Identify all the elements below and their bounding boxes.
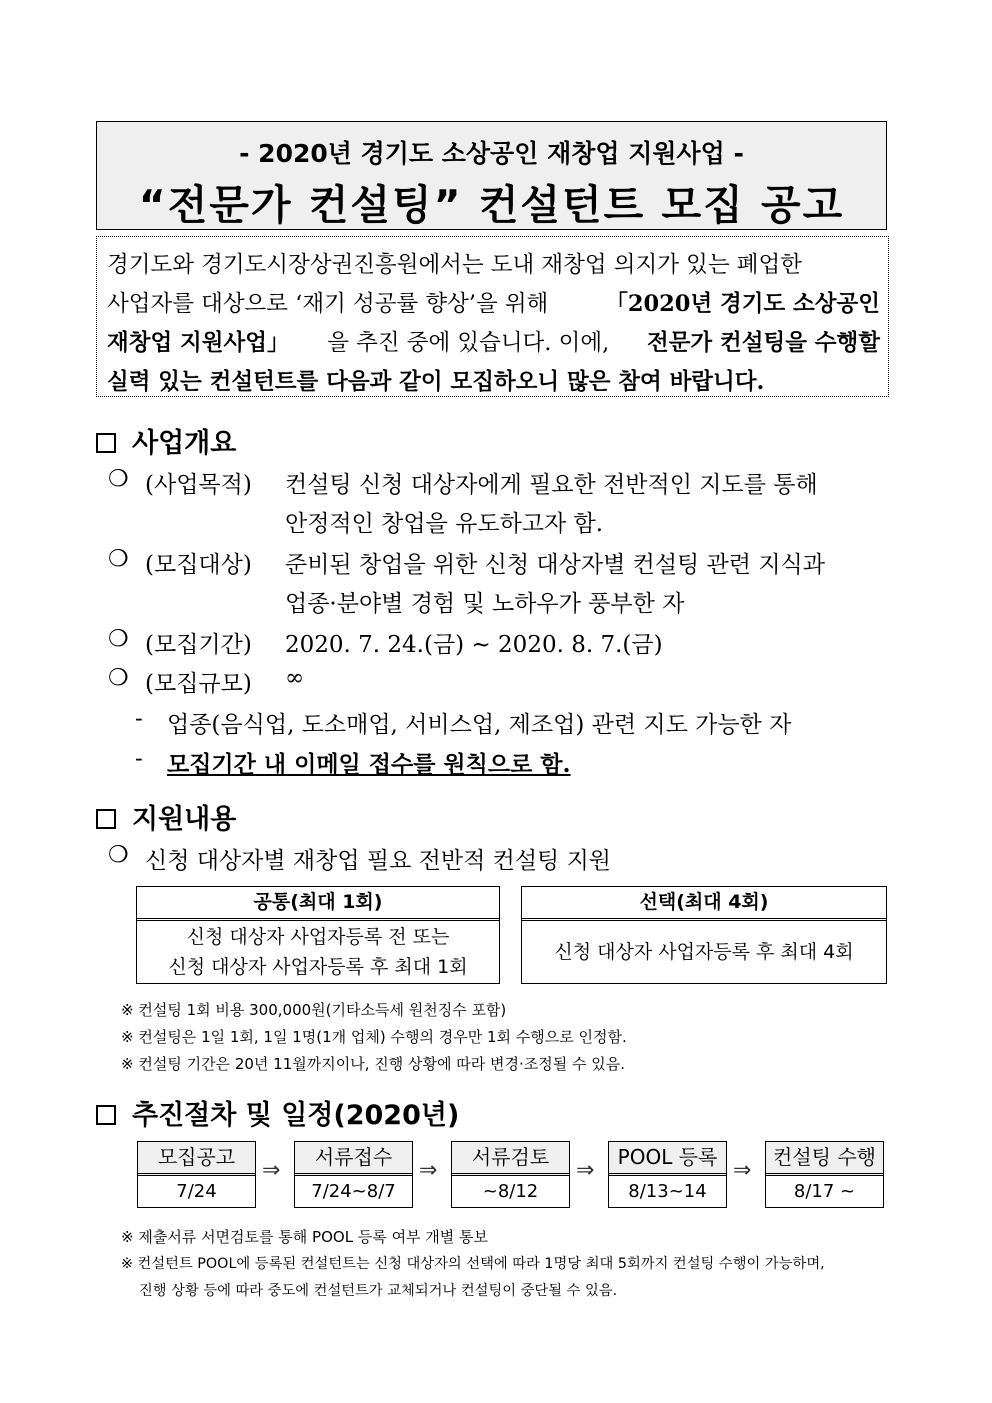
arrow-right-icon: ⇒ <box>419 1158 438 1183</box>
common-line: 신청 대상자 사업자등록 후 최대 1회 <box>168 956 468 978</box>
step-3 <box>451 1141 570 1208</box>
step-date: 8/13~14 <box>628 1181 707 1202</box>
bullet-icon: ❍ <box>108 546 129 572</box>
intro-bold: 전문가 컨설팅을 수행할 <box>646 330 880 356</box>
checkbox-square-icon <box>96 809 116 829</box>
title-main: “전문가 컨설팅” 컨설턴트 모집 공고 <box>138 181 845 229</box>
intro-text: 경기도와 경기도시장상권진흥원에서는 도내 재창업 의지가 있는 폐업한 <box>107 252 802 278</box>
purpose-text-1 <box>285 466 895 499</box>
checkbox-square-icon <box>96 433 116 453</box>
target-label: (모집대상) <box>145 552 252 578</box>
intro-line-2 <box>107 286 880 318</box>
section-heading-support <box>96 797 236 836</box>
note-period: ※ 컨설팅 기간은 20년 11월까지이나, 진행 상황에 따라 변경·조정될 수 있음. <box>121 1055 625 1073</box>
purpose-text-2: 안정적인 창업을 유도하고자 함. <box>285 511 604 537</box>
scale-value: ∞ <box>285 665 305 691</box>
intro-bold: 재창업 지원사업」 <box>107 330 290 356</box>
intro-box <box>96 236 889 397</box>
target-text-1: 준비된 창업을 위한 신청 대상자별 컨설팅 관련 지식과 <box>285 552 825 578</box>
note-per-day: ※ 컨설팅은 1일 1회, 1일 1명(1개 업체) 수행의 경우만 1회 수행으로 인정함. <box>121 1028 627 1046</box>
support-text: 신청 대상자별 재창업 필요 전반적 컨설팅 지원 <box>145 848 612 874</box>
step-title: 모집공고 <box>138 1142 255 1176</box>
period-label: (모집기간) <box>145 632 252 658</box>
checkbox-square-icon <box>96 1105 116 1125</box>
bullet-icon: ❍ <box>108 665 129 691</box>
note-pool-2: 진행 상황 등에 따라 중도에 컨설턴트가 교체되거나 컨설팅이 중단될 수 있음. <box>139 1283 618 1299</box>
common-table-header: 공통(최대 1회) <box>137 887 499 921</box>
step-2 <box>294 1141 413 1208</box>
step-title: 컨설팅 수행 <box>766 1142 883 1176</box>
arrow-right-icon: ⇒ <box>733 1158 752 1183</box>
step-date: 7/24 <box>176 1181 217 1202</box>
section-title: 지원내용 <box>132 804 237 835</box>
intro-line-3 <box>107 325 880 357</box>
target-text-2: 업종·분야별 경험 및 노하우가 풍부한 자 <box>285 591 685 617</box>
section-title: 사업개요 <box>132 428 237 459</box>
common-table <box>136 886 500 984</box>
purpose-label: (사업목적) <box>145 472 252 498</box>
scale-label: (모집규모) <box>145 671 252 697</box>
title-subtitle: - 2020년 경기도 소상공인 재창업 지원사업 - <box>239 139 744 168</box>
period-value: 2020. 7. 24.(금) ~ 2020. 8. 7.(금) <box>285 632 663 658</box>
intro-text: 을 추진 중에 있습니다. 이에, <box>327 330 610 356</box>
scale-sub-1: 업종(음식업, 도소매업, 서비스업, 제조업) 관련 지도 가능한 자 <box>167 712 792 738</box>
choice-line: 신청 대상자 사업자등록 후 최대 4회 <box>554 941 854 963</box>
step-5 <box>765 1141 884 1208</box>
section-heading-overview <box>96 421 236 460</box>
step-4 <box>608 1141 727 1208</box>
common-table-body <box>137 921 499 983</box>
choice-table-header: 선택(최대 4회) <box>522 887 886 921</box>
common-line: 신청 대상자 사업자등록 전 또는 <box>186 926 450 948</box>
intro-line-4 <box>107 364 880 396</box>
choice-table <box>521 886 887 984</box>
intro-bold: 실력 있는 컨설턴트를 다음과 같이 모집하오니 많은 참여 바랍니다. <box>107 369 765 395</box>
step-date: 7/24~8/7 <box>311 1181 396 1202</box>
step-1 <box>137 1141 256 1208</box>
bullet-icon: ❍ <box>108 626 129 652</box>
purpose-line: 컨설팅 신청 대상자에게 필요한 전반적인 지도를 통해 <box>285 472 818 498</box>
step-title: 서류접수 <box>295 1142 412 1176</box>
step-title: 서류검토 <box>452 1142 569 1176</box>
note-review: ※ 제출서류 서면검토를 통해 POOL 등록 여부 개별 통보 <box>121 1228 489 1246</box>
intro-line-1 <box>107 247 880 279</box>
bullet-icon: ❍ <box>108 842 129 868</box>
section-heading-schedule <box>96 1093 459 1132</box>
note-pool-1: ※ 컨설턴트 POOL에 등록된 컨설턴트는 신청 대상자의 선택에 따라 1명당 최대 5회까지 컨설팅 수행이 가능하며, <box>121 1256 825 1272</box>
intro-bold: 「2020년 경기도 소상공인 <box>605 291 880 317</box>
arrow-right-icon: ⇒ <box>576 1158 595 1183</box>
arrow-right-icon: ⇒ <box>262 1158 281 1183</box>
step-date: ~8/12 <box>482 1181 539 1202</box>
note-cost: ※ 컨설팅 1회 비용 300,000원(기타소득세 원천징수 포함) <box>121 1001 507 1019</box>
bullet-icon: ❍ <box>108 466 129 492</box>
title-box <box>96 121 887 230</box>
dash-icon: - <box>135 746 143 772</box>
step-title: POOL 등록 <box>609 1142 726 1176</box>
choice-table-body <box>522 921 886 983</box>
dash-icon: - <box>135 706 143 732</box>
section-title: 추진절차 및 일정(2020년) <box>132 1100 460 1131</box>
intro-text: 사업자를 대상으로 ‘재기 성공률 향상’을 위해 <box>107 291 549 317</box>
step-date: 8/17 ~ <box>793 1181 856 1202</box>
scale-sub-2: 모집기간 내 이메일 접수를 원칙으로 함. <box>167 751 571 778</box>
